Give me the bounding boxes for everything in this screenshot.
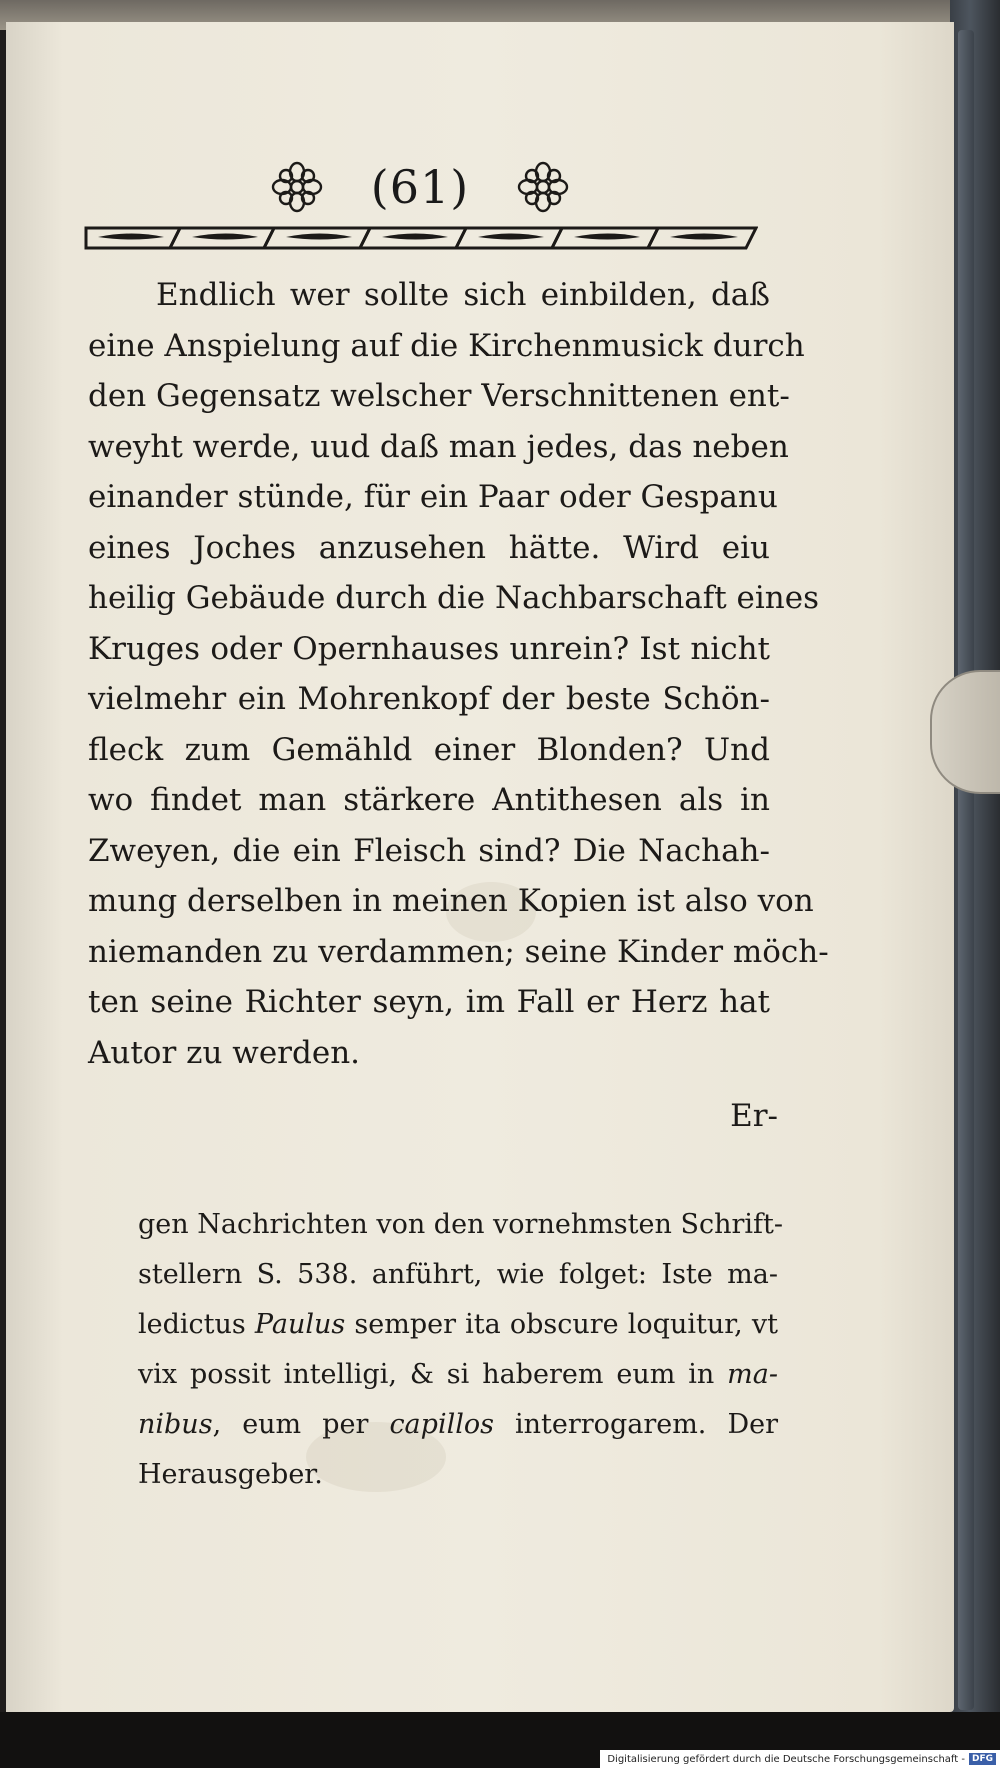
footnote-line: Herausgeber. (138, 1459, 323, 1490)
book-spine-strip (958, 30, 974, 1710)
page-number: (61) (370, 160, 470, 214)
text-line: den Gegensatz welscher Verschnittenen ent- (88, 378, 790, 414)
dfg-logo: DFG (969, 1753, 996, 1765)
footnote (138, 1200, 783, 1500)
footnote-italic-text: ma- (727, 1359, 778, 1390)
text-line: heilig Gebäude durch die Nachbarschaft eines (88, 580, 820, 616)
text-line: Autor zu werden. (88, 1034, 361, 1071)
text-line: Zweyen, die ein Fleisch sind? Die Nachah- (88, 832, 770, 869)
catchword: Er- (730, 1098, 778, 1134)
text-line: ten seine Richter seyn, im Fall er Herz hat (88, 984, 770, 1020)
digitization-footer (600, 1750, 1000, 1768)
footnote-latin-text: Iste ma- (661, 1259, 778, 1290)
funding-credit: Digitalisierung gefördert durch die Deutsche Forschungsgemeinschaft - (607, 1753, 965, 1765)
text-line: weyht werde, uud daß man jedes, das neben (88, 428, 789, 465)
footnote-line (138, 1400, 778, 1450)
footnote-text: stellern S. 538. anführt, wie folget: (138, 1259, 662, 1290)
rosette-ornament-icon (516, 160, 570, 214)
text-line: vielmehr ein Mohrenkopf der beste Schön- (88, 681, 770, 717)
footnote-italic-text: nibus (138, 1409, 213, 1440)
text-line: niemanden zu verdammen; seine Kinder möch- (88, 933, 829, 970)
rosette-ornament-icon (270, 160, 324, 214)
footnote-latin-text: , eum per (212, 1409, 390, 1440)
text-line: Kruges oder Opernhauses unrein? Ist nicht (88, 630, 770, 667)
footnote-line (138, 1300, 778, 1350)
footnote-line: gen Nachrichten von den vornehmsten Schrift- (138, 1209, 783, 1240)
page-header (270, 152, 570, 222)
text-line: Endlich wer sollte sich einbilden, daß (156, 277, 770, 313)
text-line: wo findet man stärkere Antithesen als in (88, 782, 770, 818)
text-line: eine Anspielung auf die Kirchenmusick durch (88, 327, 805, 364)
book-clasp (930, 670, 1000, 794)
footnote-text: Der (727, 1409, 778, 1440)
text-line: mung derselben in meinen Kopien ist also von (88, 883, 814, 919)
text-line: fleck zum Gemähld einer Blonden? Und (88, 731, 770, 768)
body-text (88, 270, 829, 1078)
footnote-line (138, 1350, 778, 1400)
footnote-latin-text: semper ita obscure loquitur, vt (345, 1309, 778, 1340)
text-line: eines Joches anzusehen hätte. Wird eiu (88, 529, 770, 566)
footnote-italic-text: Paulus (254, 1309, 346, 1340)
decorative-rule (84, 220, 758, 256)
text-line: einander stünde, für ein Paar oder Gespanu (88, 479, 778, 515)
footnote-line (138, 1250, 778, 1300)
footnote-latin-text: ledictus (138, 1309, 255, 1340)
footnote-latin-text: vix possit intelligi, & si haberem eum in (138, 1359, 728, 1390)
footnote-italic-text: capillos (389, 1409, 494, 1440)
footnote-latin-text: interrogarem. (493, 1409, 728, 1440)
